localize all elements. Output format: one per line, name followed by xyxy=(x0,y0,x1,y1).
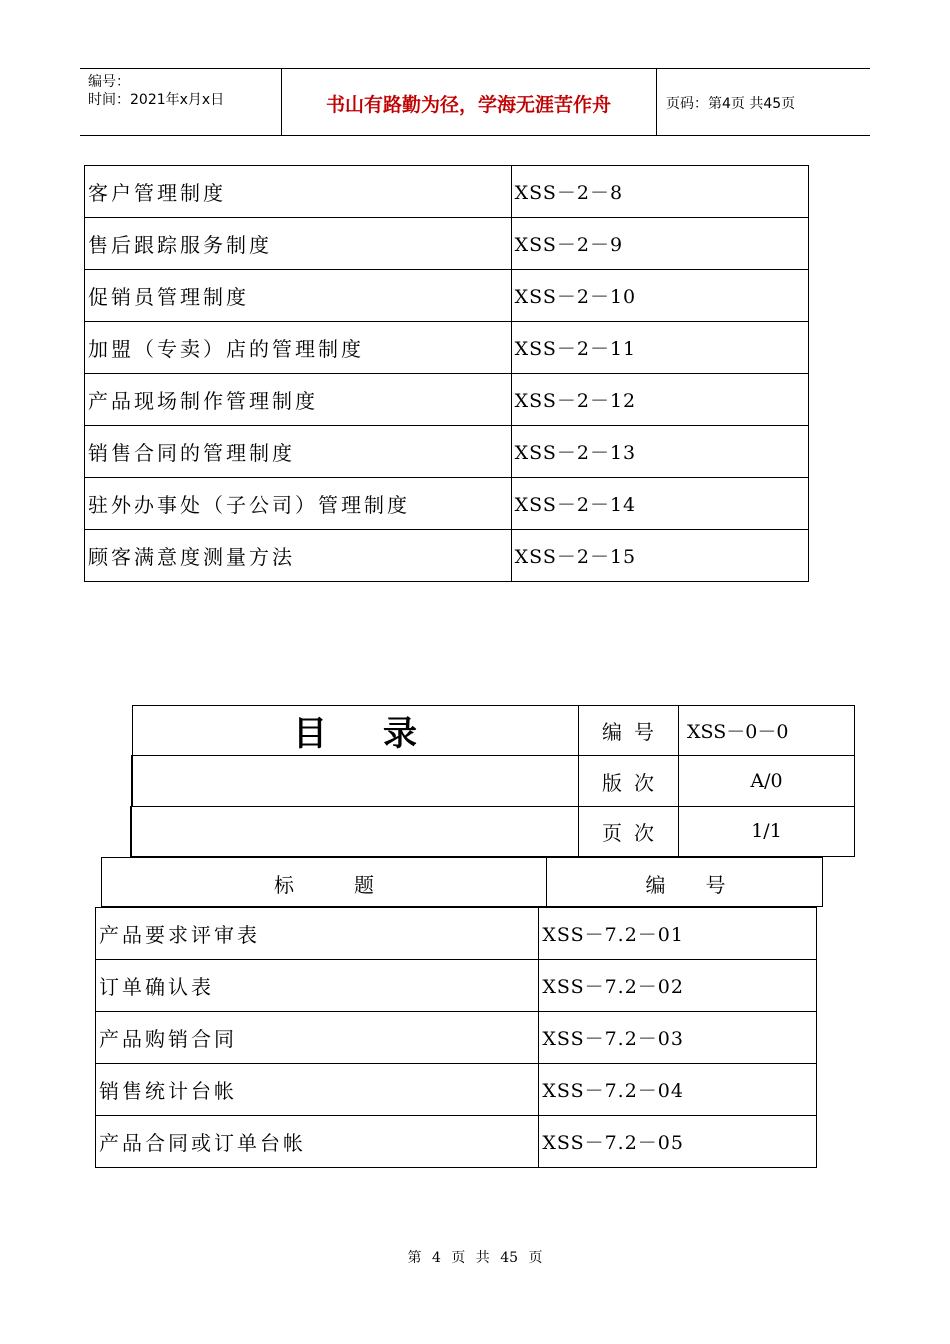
catalog-label: 页次 xyxy=(602,820,666,845)
row-name: 产品要求评审表 xyxy=(96,908,539,960)
column-title-header: 标 题 xyxy=(274,872,374,897)
catalog-value: XSS－0－0 xyxy=(687,720,789,743)
table-row xyxy=(85,374,809,426)
border-line xyxy=(131,755,133,806)
row-code: XSS－7.2－02 xyxy=(539,960,817,1012)
table-row xyxy=(96,1064,817,1116)
catalog-column-header xyxy=(101,857,823,907)
row-code: XSS－7.2－01 xyxy=(539,908,817,960)
row-name: 售后跟踪服务制度 xyxy=(85,218,512,270)
row-name: 产品合同或订单台帐 xyxy=(96,1116,539,1168)
row-name: 订单确认表 xyxy=(96,960,539,1012)
table-row xyxy=(85,530,809,582)
row-code: XSS－2－14 xyxy=(511,478,808,530)
row-code: XSS－2－12 xyxy=(511,374,808,426)
table-row xyxy=(85,426,809,478)
table-row xyxy=(96,960,817,1012)
table-row xyxy=(85,166,809,218)
header-motto: 书山有路勤为径，学海无涯苦作舟 xyxy=(325,93,611,116)
catalog-value: A/0 xyxy=(750,770,783,792)
row-code: XSS－7.2－05 xyxy=(539,1116,817,1168)
row-code: XSS－7.2－04 xyxy=(539,1064,817,1116)
row-name: 促销员管理制度 xyxy=(85,270,512,322)
table-row xyxy=(85,270,809,322)
row-name: 客户管理制度 xyxy=(85,166,512,218)
table-row xyxy=(96,908,817,960)
row-name: 顾客满意度测量方法 xyxy=(85,530,512,582)
header-page-number: 页码：第4页 共45页 xyxy=(666,96,796,112)
row-code: XSS－2－8 xyxy=(511,166,808,218)
row-code: XSS－2－13 xyxy=(511,426,808,478)
row-name: 加盟（专卖）店的管理制度 xyxy=(85,322,512,374)
page-footer: 第 4 页 共 45 页 xyxy=(407,1250,543,1266)
row-code: XSS－2－11 xyxy=(511,322,808,374)
row-name: 产品现场制作管理制度 xyxy=(85,374,512,426)
header-divider xyxy=(656,69,657,135)
header-meta xyxy=(88,73,224,109)
catalog-value: 1/1 xyxy=(751,820,782,842)
row-code: XSS－2－15 xyxy=(511,530,808,582)
regulations-table xyxy=(84,165,809,582)
row-code: XSS－2－10 xyxy=(511,270,808,322)
catalog-label: 版次 xyxy=(602,770,666,795)
header-date: 时间：2021年x月x日 xyxy=(88,92,225,108)
forms-table xyxy=(95,907,817,1168)
table-row xyxy=(85,478,809,530)
catalog-label: 编号 xyxy=(602,719,666,744)
table-row xyxy=(85,322,809,374)
table-row xyxy=(96,1116,817,1168)
table-row xyxy=(96,1012,817,1064)
row-name: 产品购销合同 xyxy=(96,1012,539,1064)
catalog-title: 目录 xyxy=(293,713,473,754)
row-name: 驻外办事处（子公司）管理制度 xyxy=(85,478,512,530)
page-header xyxy=(80,68,870,136)
border-line xyxy=(130,806,132,857)
row-name: 销售合同的管理制度 xyxy=(85,426,512,478)
header-code-label: 编号： xyxy=(88,74,130,90)
row-name: 销售统计台帐 xyxy=(96,1064,539,1116)
row-code: XSS－2－9 xyxy=(511,218,808,270)
table-row xyxy=(85,218,809,270)
catalog-header-box xyxy=(132,705,855,857)
column-code-header: 编 号 xyxy=(645,872,726,897)
row-code: XSS－7.2－03 xyxy=(539,1012,817,1064)
